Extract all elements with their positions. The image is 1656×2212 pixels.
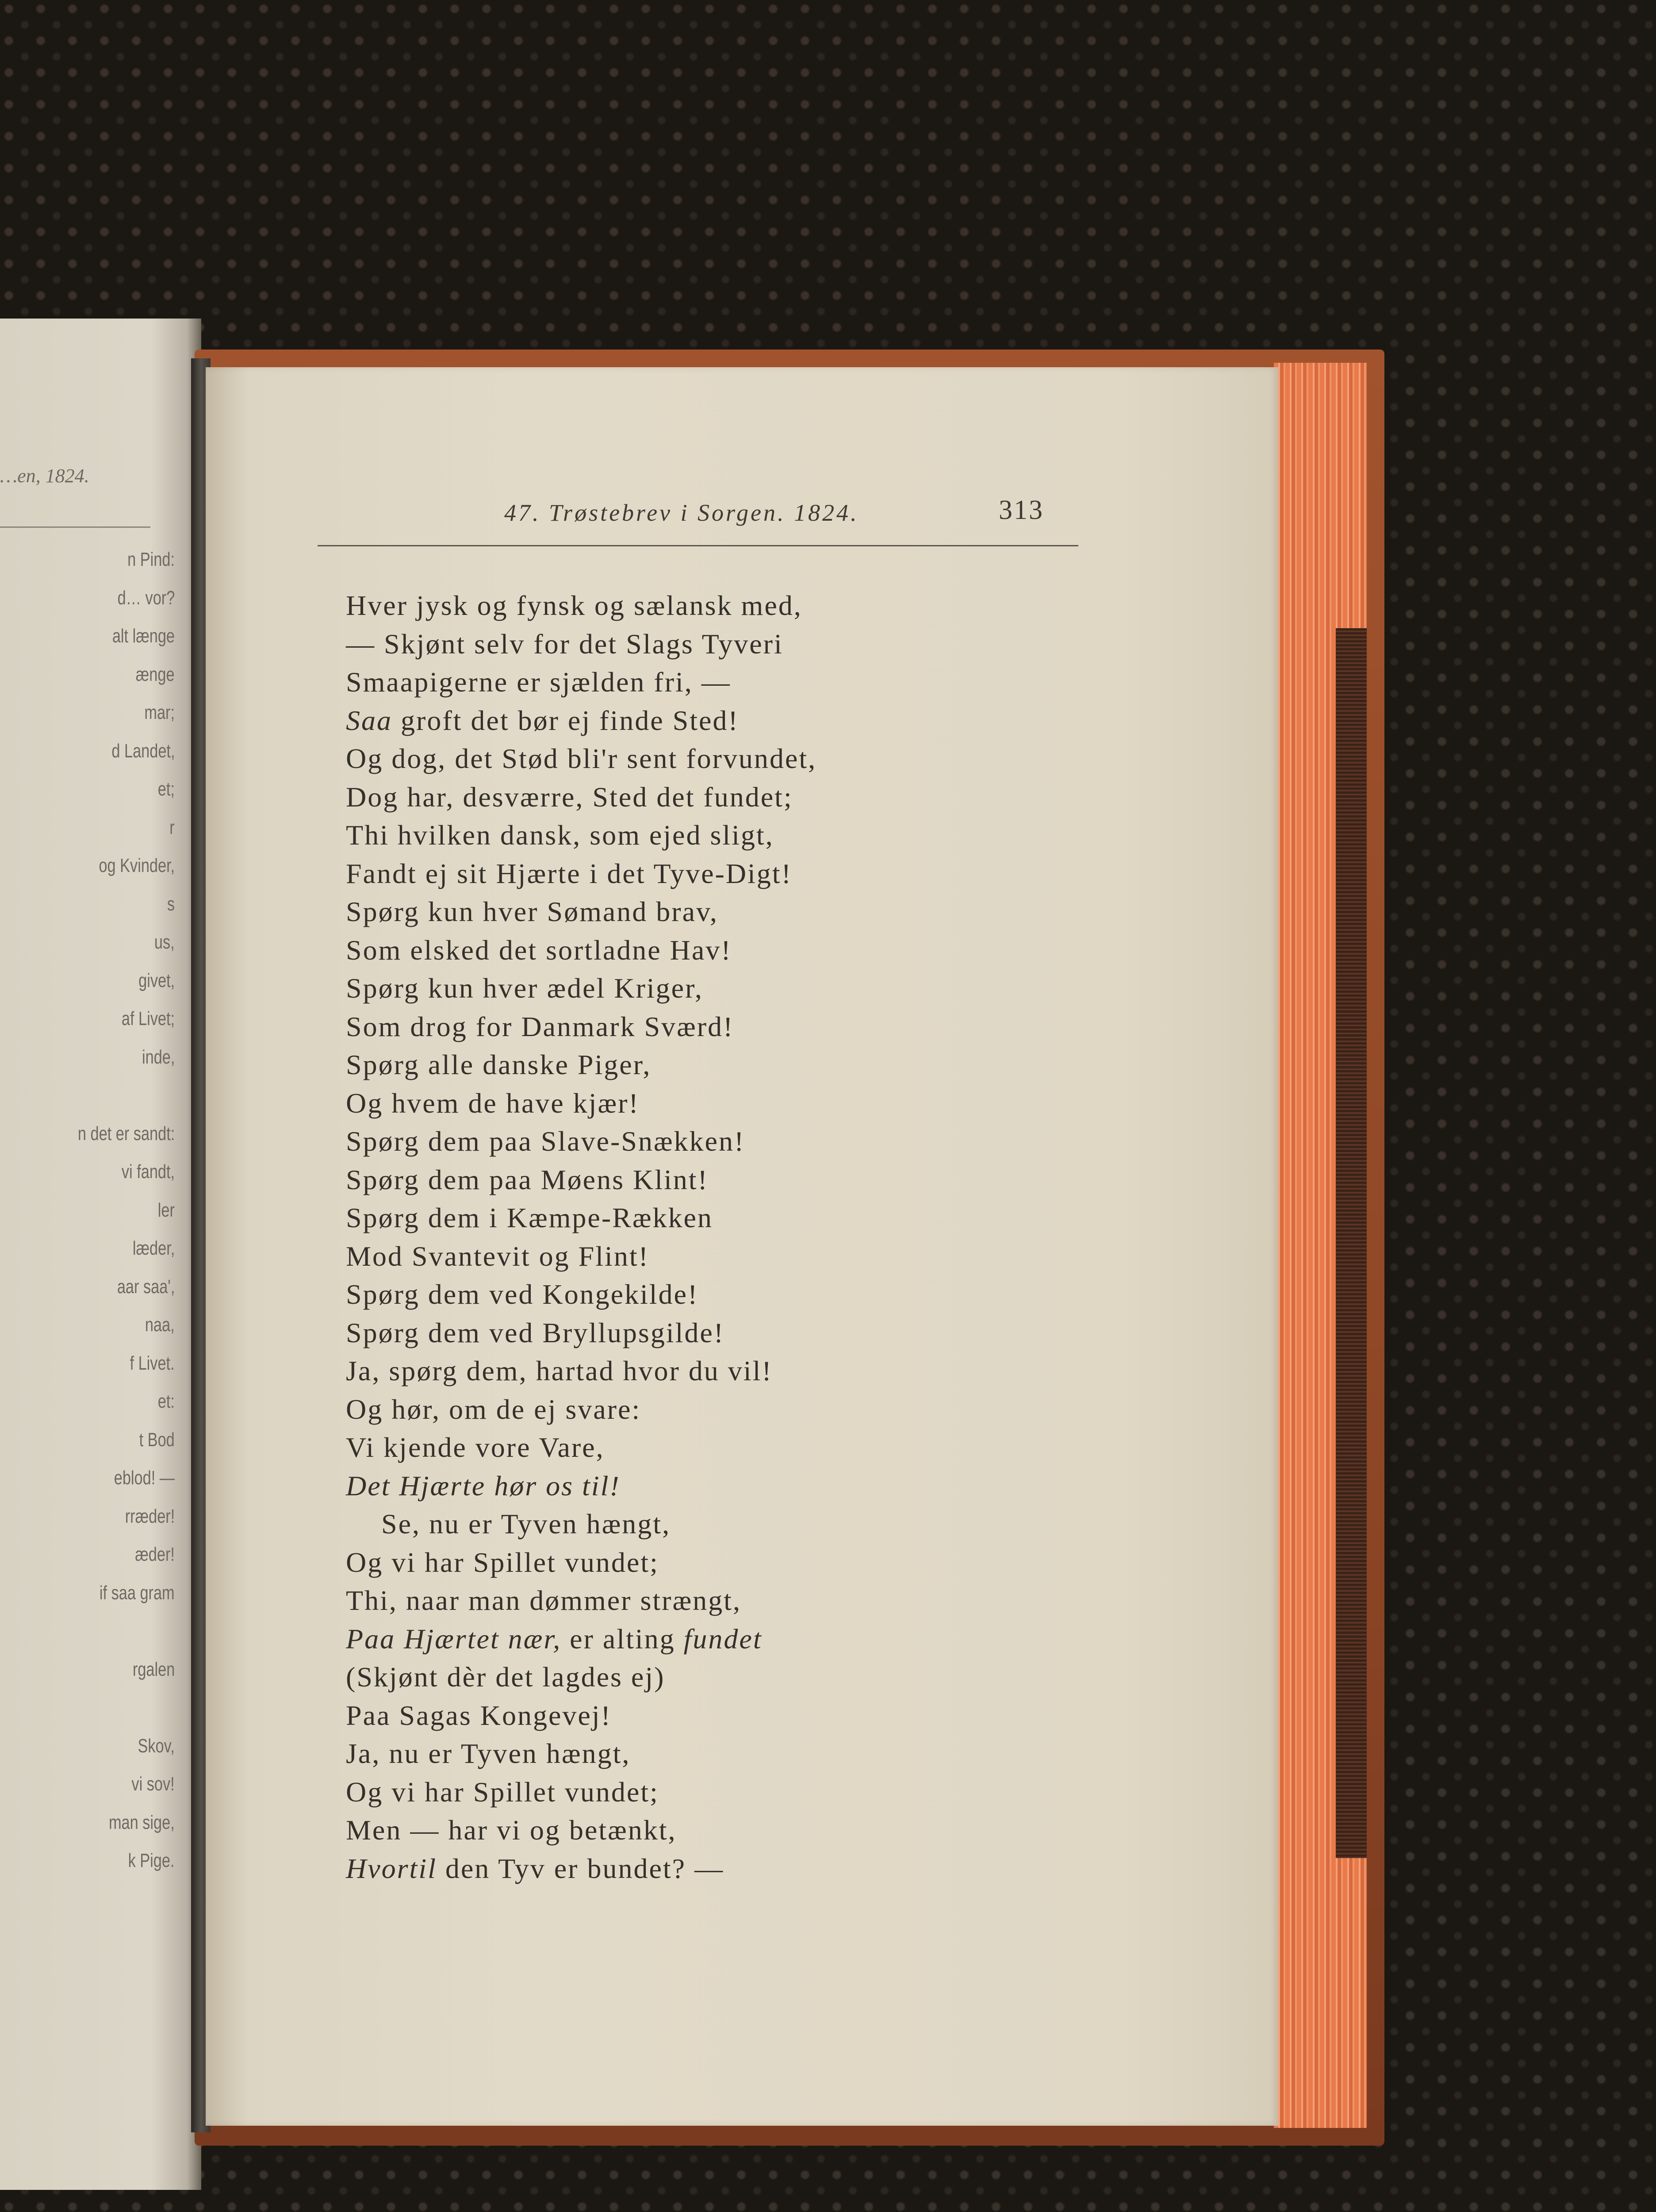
left-page-fragment: man sige, bbox=[109, 1811, 175, 1833]
left-page-fragment: if saa gram bbox=[100, 1582, 175, 1604]
left-page bbox=[0, 319, 201, 2190]
poem-line bbox=[346, 1275, 816, 1314]
poem-line bbox=[346, 893, 816, 931]
left-page-fragment: alt længe bbox=[112, 625, 175, 647]
poem-line-span: Og hvem de have kjær! bbox=[346, 1087, 640, 1119]
poem-line-span: Spørg dem paa Møens Klint! bbox=[346, 1164, 709, 1195]
poem-line bbox=[346, 1811, 816, 1850]
left-page-fragment: ænge bbox=[136, 663, 175, 685]
poem-line-span: Vi kjende vore Vare, bbox=[346, 1432, 605, 1463]
poem-line bbox=[346, 1735, 816, 1773]
left-page-fragment: n Pind: bbox=[127, 549, 175, 570]
poem-line-span: Spørg dem i Kæmpe-Rækken bbox=[346, 1202, 713, 1233]
poem-line bbox=[346, 1582, 816, 1620]
poem-line bbox=[346, 1544, 816, 1582]
poem-line bbox=[346, 663, 816, 702]
poem-line-span: Og vi har Spillet vundet; bbox=[346, 1776, 659, 1808]
poem-line bbox=[346, 587, 816, 625]
poem-line bbox=[346, 816, 816, 855]
poem-line bbox=[346, 625, 816, 664]
left-page-fragment: aar saa', bbox=[117, 1275, 175, 1298]
poem-line-span: Som drog for Danmark Sværd! bbox=[346, 1010, 734, 1042]
poem-line-span: groft det bør ej finde Sted! bbox=[392, 704, 739, 736]
poem-line-span: Paa Sagas Kongevej! bbox=[346, 1699, 612, 1731]
poem-line-italic-span: Det Hjærte hør os til! bbox=[346, 1470, 621, 1502]
poem-line-italic-span: Paa Hjærtet nær, bbox=[346, 1623, 562, 1655]
left-page-fragment: vi sov! bbox=[131, 1773, 175, 1795]
left-page-fragment: k Pige. bbox=[128, 1850, 175, 1871]
header-rule bbox=[318, 545, 1078, 546]
poem-line-span: er alting bbox=[561, 1623, 684, 1655]
poem-line bbox=[346, 1352, 816, 1390]
page-number: 313 bbox=[999, 495, 1044, 525]
left-page-fragment: givet, bbox=[138, 969, 175, 991]
left-page-fragment: t Bod bbox=[139, 1429, 175, 1451]
poem-line-span: Smaapigerne er sjælden fri, — bbox=[346, 666, 731, 698]
poem-line-span: Thi hvilken dansk, som ejed sligt, bbox=[346, 819, 774, 851]
poem-text bbox=[346, 587, 816, 1888]
poem-line-span: Fandt ej sit Hjærte i det Tyve-Digt! bbox=[346, 857, 792, 889]
left-page-header-fragment: …en, 1824. bbox=[0, 465, 89, 487]
left-page-fragment: s bbox=[167, 893, 175, 915]
poem-line-span: Thi, naar man dømmer strængt, bbox=[346, 1585, 741, 1616]
left-page-fragment: af Livet; bbox=[121, 1008, 175, 1029]
left-page-fragment: d Landet, bbox=[111, 740, 175, 762]
poem-line-span: Dog har, desværre, Sted det fundet; bbox=[346, 781, 793, 813]
poem-line bbox=[346, 1046, 816, 1084]
left-page-fragment: æder! bbox=[135, 1544, 175, 1565]
poem-line-span: Og hør, om de ej svare: bbox=[346, 1393, 641, 1425]
poem-line-span: Ja, nu er Tyven hængt, bbox=[346, 1738, 631, 1769]
poem-line bbox=[346, 1697, 816, 1735]
running-head: 47. Trøstebrev i Sorgen. 1824. bbox=[504, 499, 859, 526]
poem-line-span: (Skjønt dèr det lagdes ej) bbox=[346, 1661, 665, 1693]
left-page-fragment: Skov, bbox=[138, 1735, 175, 1757]
poem-line-span: — Skjønt selv for det Slags Tyveri bbox=[346, 628, 783, 660]
poem-line-span: Spørg kun hver Sømand brav, bbox=[346, 896, 718, 927]
poem-line-span: Men — har vi og betænkt, bbox=[346, 1814, 677, 1846]
poem-line-span: Spørg dem ved Bryllupsgilde! bbox=[346, 1317, 725, 1348]
poem-line-span: Spørg dem ved Kongekilde! bbox=[346, 1279, 699, 1310]
poem-line-span: Spørg kun hver ædel Kriger, bbox=[346, 972, 703, 1004]
poem-line bbox=[346, 1314, 816, 1352]
poem-line bbox=[346, 1122, 816, 1161]
poem-line bbox=[346, 1620, 816, 1659]
poem-line-span: Se, nu er Tyven hængt, bbox=[381, 1508, 671, 1540]
poem-line-span: Spørg dem paa Slave-Snækken! bbox=[346, 1125, 745, 1157]
left-page-fragment: rgalen bbox=[132, 1658, 175, 1680]
poem-line bbox=[346, 1773, 816, 1812]
poem-line bbox=[346, 740, 816, 778]
left-page-fragment: naa, bbox=[145, 1314, 175, 1336]
poem-line bbox=[346, 1850, 816, 1888]
poem-line bbox=[346, 702, 816, 740]
poem-line bbox=[346, 778, 816, 817]
left-page-fragment: eblod! — bbox=[114, 1467, 175, 1489]
left-page-fragment: d… vor? bbox=[117, 587, 175, 609]
poem-line bbox=[346, 1008, 816, 1046]
poem-line-span: Mod Svantevit og Flint! bbox=[346, 1240, 649, 1272]
poem-line-italic-span: fundet bbox=[683, 1623, 763, 1655]
poem-line-italic-span: Hvortil bbox=[346, 1852, 437, 1884]
poem-line bbox=[346, 1467, 816, 1505]
left-page-fragment: r bbox=[169, 816, 175, 838]
left-page-fragment: ler bbox=[157, 1199, 175, 1221]
poem-line bbox=[346, 969, 816, 1008]
spine-strip bbox=[1336, 628, 1367, 1858]
poem-line-span: den Tyv er bundet? — bbox=[437, 1852, 724, 1884]
left-page-fragment: læder, bbox=[132, 1237, 175, 1259]
poem-line-span: Som elsked det sortladne Hav! bbox=[346, 934, 732, 966]
poem-line bbox=[346, 1237, 816, 1276]
poem-line bbox=[346, 1161, 816, 1199]
left-page-fragment: og Kvinder, bbox=[99, 855, 175, 876]
poem-line-span: Ja, spørg dem, hartad hvor du vil! bbox=[346, 1355, 773, 1386]
poem-line bbox=[346, 1505, 816, 1544]
poem-line bbox=[346, 1429, 816, 1467]
left-page-fragment: et: bbox=[157, 1390, 175, 1412]
left-page-header-rule bbox=[0, 526, 150, 528]
poem-line-italic-span: Saa bbox=[346, 704, 392, 736]
poem-line bbox=[346, 1084, 816, 1123]
left-page-fragment: vi fandt, bbox=[121, 1161, 175, 1183]
poem-line bbox=[346, 1199, 816, 1237]
left-page-fragment: inde, bbox=[142, 1046, 175, 1068]
left-page-fragment: n det er sandt: bbox=[77, 1122, 175, 1144]
poem-line bbox=[346, 1390, 816, 1429]
poem-line bbox=[346, 931, 816, 970]
poem-line-span: Og vi har Spillet vundet; bbox=[346, 1546, 659, 1578]
left-page-fragment: rræder! bbox=[125, 1505, 175, 1527]
left-page-fragment: f Livet. bbox=[130, 1352, 175, 1374]
poem-line-span: Hver jysk og fynsk og sælansk med, bbox=[346, 590, 802, 621]
poem-line bbox=[346, 1658, 816, 1697]
poem-line-span: Og dog, det Stød bli'r sent forvundet, bbox=[346, 743, 817, 774]
poem-line bbox=[346, 855, 816, 893]
left-page-fragment: et; bbox=[157, 778, 175, 800]
poem-line-span: Spørg alle danske Piger, bbox=[346, 1049, 652, 1080]
left-page-fragment: mar; bbox=[144, 702, 175, 723]
left-page-fragment: us, bbox=[154, 931, 175, 953]
